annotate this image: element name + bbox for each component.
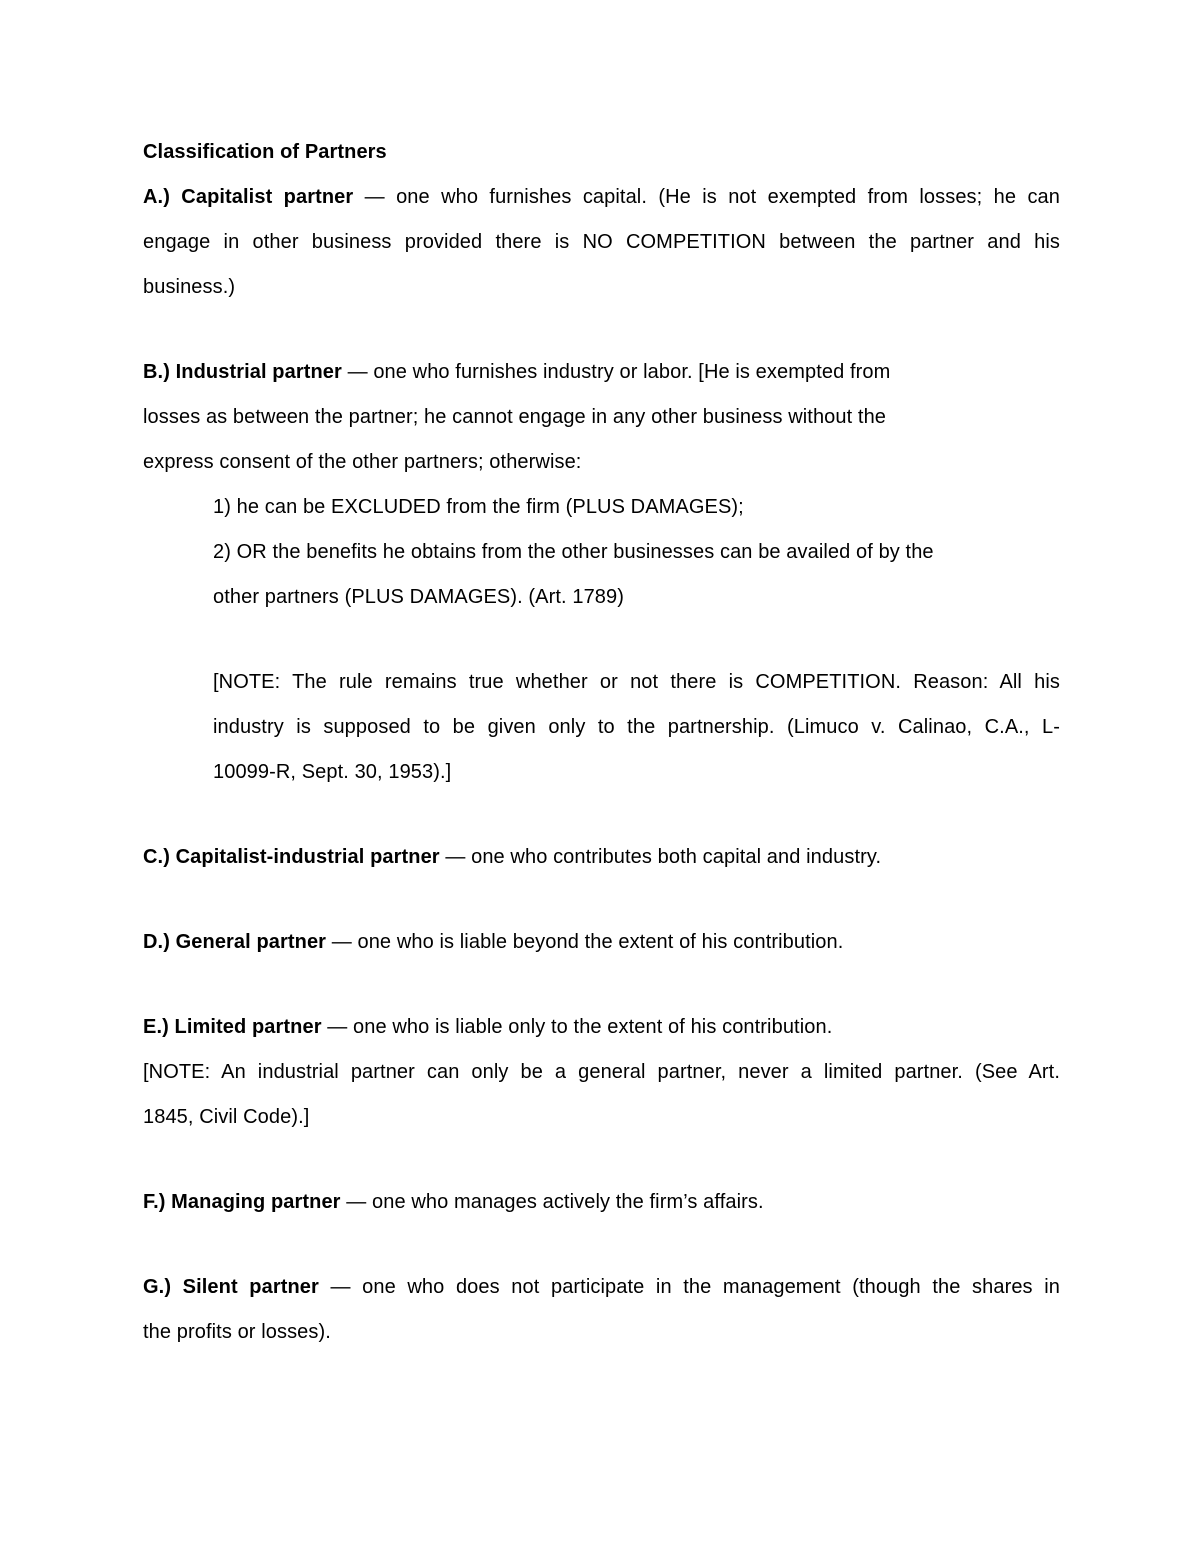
- line-text: — one who furnishes industry or labor. [He is exempted from: [347, 361, 891, 383]
- note-block-competition: [213, 660, 1060, 795]
- text-line: the profits or losses).: [143, 1321, 331, 1343]
- paragraph-f: [143, 1180, 1060, 1225]
- paragraph-c: [143, 835, 1060, 880]
- paragraph-b: [143, 350, 1060, 795]
- partner-type-label: F.) Managing partner: [143, 1191, 341, 1213]
- list-item-2-continued: other partners (PLUS DAMAGES). (Art. 1789): [213, 586, 625, 608]
- paragraph-spacer: [143, 620, 1060, 660]
- text-line: 10099-R, Sept. 30, 1953).]: [213, 761, 452, 783]
- list-item-2: 2) OR the benefits he obtains from the other businesses can be availed of by the: [213, 541, 934, 563]
- partner-type-label: E.) Limited partner: [143, 1016, 322, 1038]
- partner-type-label: G.) Silent partner: [143, 1276, 319, 1298]
- paragraph-g: [143, 1265, 1060, 1355]
- paragraph-spacer: [143, 1225, 1060, 1265]
- line-text: — one who does not participate in the management (though the shares in: [330, 1276, 1060, 1298]
- line-text: — one who manages actively the firm’s affairs.: [346, 1191, 764, 1213]
- paragraph-spacer: [143, 965, 1060, 1005]
- text-line: [143, 350, 1060, 395]
- document-content: [143, 130, 1060, 1355]
- list-item-1: 1) he can be EXCLUDED from the firm (PLUS DAMAGES);: [213, 496, 744, 518]
- text-line: [143, 920, 1060, 965]
- paragraph-e: [143, 1005, 1060, 1140]
- paragraph-a: [143, 175, 1060, 310]
- text-line: [143, 1180, 1060, 1225]
- partner-type-label: A.) Capitalist partner: [143, 186, 354, 208]
- numbered-list: [213, 485, 1060, 620]
- text-line: [143, 1265, 1060, 1310]
- line-text: — one who is liable only to the extent of his contribution.: [327, 1016, 833, 1038]
- line-text: — one who furnishes capital. (He is not exempted from losses; he can: [364, 186, 1060, 208]
- text-line: [NOTE: The rule remains true whether or not there is COMPETITION. Reason: All his: [213, 671, 1060, 693]
- text-line: [NOTE: An industrial partner can only be a general partner, never a limited partner. (See Art.: [143, 1061, 1060, 1083]
- text-line: engage in other business provided there is NO COMPETITION between the partner and his: [143, 231, 1060, 253]
- text-line: business.): [143, 276, 236, 298]
- paragraph-spacer: [143, 1140, 1060, 1180]
- text-line: [143, 175, 1060, 220]
- paragraph-spacer: [143, 795, 1060, 835]
- partner-type-label: D.) General partner: [143, 931, 327, 953]
- paragraph-spacer: [143, 310, 1060, 350]
- text-line: [143, 835, 1060, 880]
- document-title: Classification of Partners: [143, 141, 387, 163]
- partner-type-label: B.) Industrial partner: [143, 361, 342, 383]
- text-line: express consent of the other partners; otherwise:: [143, 451, 582, 473]
- line-text: — one who contributes both capital and industry.: [445, 846, 882, 868]
- partner-type-label: C.) Capitalist-industrial partner: [143, 846, 440, 868]
- paragraph-spacer: [143, 880, 1060, 920]
- line-text: — one who is liable beyond the extent of his contribution.: [331, 931, 844, 953]
- text-line: 1845, Civil Code).]: [143, 1106, 310, 1128]
- paragraph-d: [143, 920, 1060, 965]
- text-line: losses as between the partner; he cannot engage in any other business without the: [143, 406, 887, 428]
- text-line: industry is supposed to be given only to the partnership. (Limuco v. Calinao, C.A., L-: [213, 716, 1060, 738]
- note-block-industrial-partner: [143, 1050, 1060, 1140]
- text-line: [143, 1005, 1060, 1050]
